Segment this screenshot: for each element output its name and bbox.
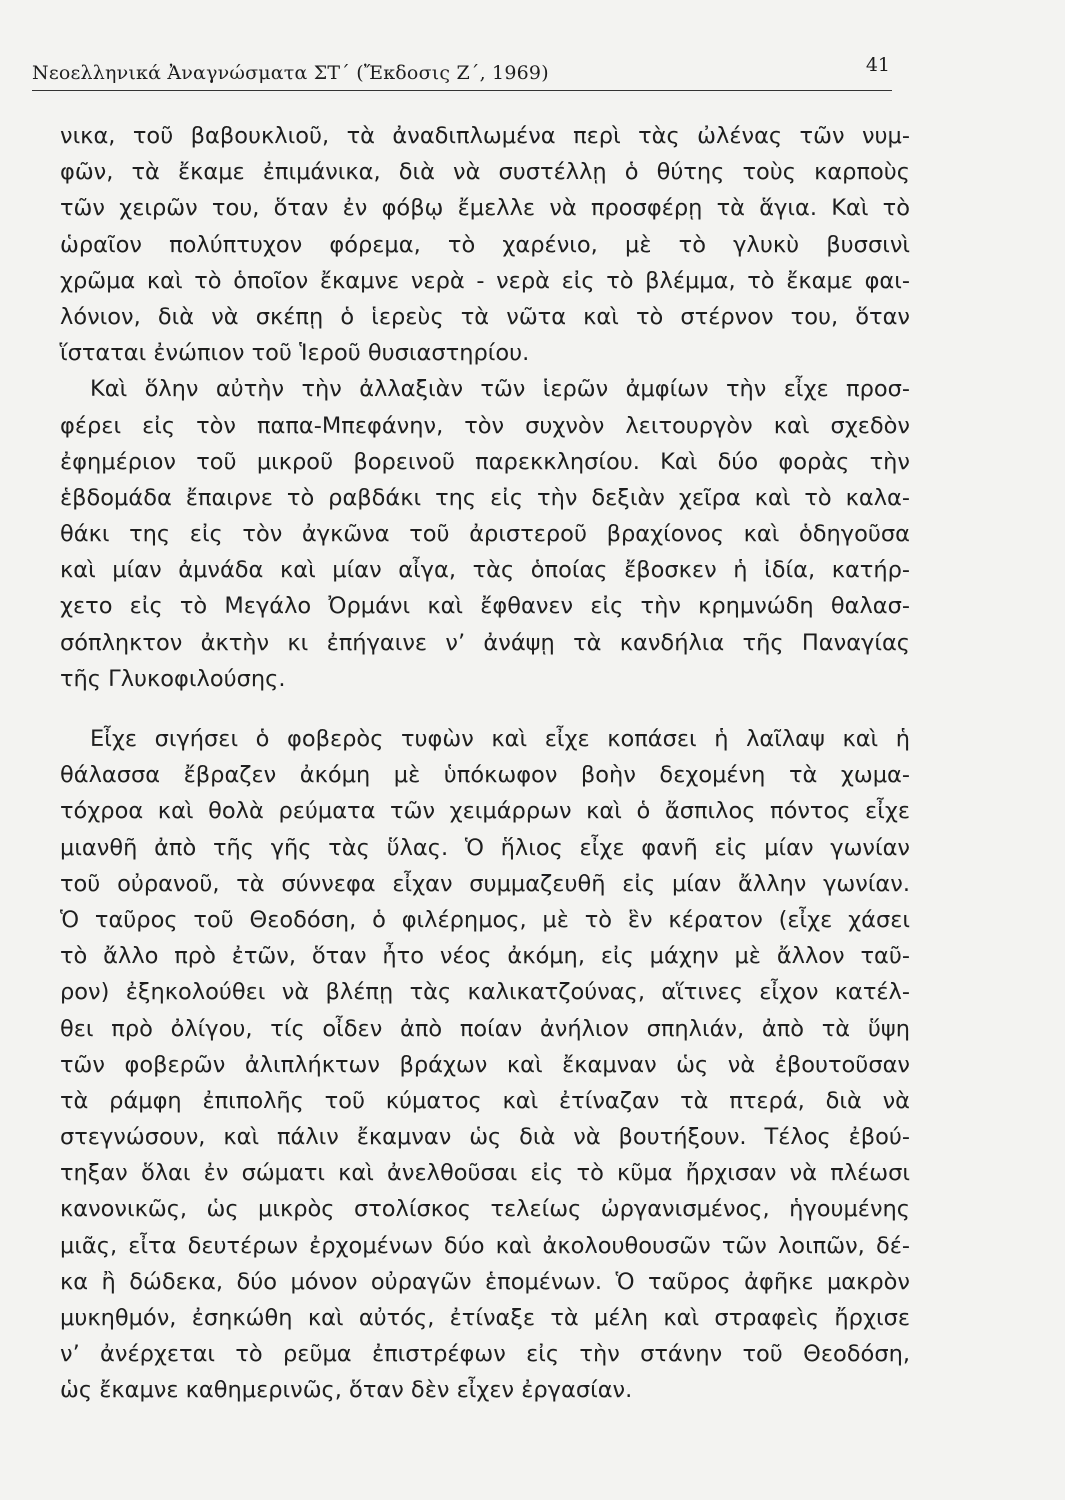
running-title: Νεοελληνικά Ἀναγνώσματα ΣΤ΄ (Ἔκδοσις Ζ΄, 1969) [32, 62, 549, 84]
body-text [60, 118, 910, 1409]
text-line: στεγνώσουν, καὶ πάλιν ἔκαμναν ὡς διὰ νὰ βουτήξουν. Τέλος ἐβού- [60, 1124, 910, 1151]
text-line: τὸ ἄλλο πρὸ ἐτῶν, ὅταν ἦτο νέος ἀκόμη, εἰς μάχην μὲ ἄλλον ταῦ- [60, 943, 910, 970]
text-line: φέρει εἰς τὸν παπα-Μπεφάνην, τὸν συχνὸν λειτουργὸν καὶ σχεδὸν [60, 412, 910, 439]
text-line: τῶν χειρῶν του, ὅταν ἐν φόβῳ ἔμελλε νὰ προσφέρῃ τὰ ἅγια. Καὶ τὸ [60, 195, 910, 222]
text-line: σόπληκτον ἀκτὴν κι ἐπήγαινε ν’ ἀνάψῃ τὰ κανδήλια τῆς Παναγίας [60, 629, 910, 656]
paragraph [60, 371, 910, 697]
text-line: μιᾶς, εἶτα δευτέρων ἐρχομένων δύο καὶ ἀκολουθουσῶν τῶν λοιπῶν, δέ- [60, 1232, 910, 1259]
text-line: ρον) ἐξηκολούθει νὰ βλέπῃ τὰς καλικατζούνας, αἵτινες εἶχον κατέλ- [60, 979, 910, 1006]
text-line: ἐφημέριον τοῦ μικροῦ βορεινοῦ παρεκκλησίου. Καὶ δύο φορὰς τὴν [60, 448, 910, 475]
text-line: ἑβδομάδα ἔπαιρνε τὸ ραβδάκι της εἰς τὴν δεξιὰν χεῖρα καὶ τὸ καλα- [60, 484, 910, 511]
paragraph-gap [60, 697, 910, 721]
text-line: φῶν, τὰ ἔκαμε ἐπιμάνικα, διὰ νὰ συστέλλῃ ὁ θύτης τοὺς καρποὺς [60, 159, 910, 186]
text-line: Εἶχε σιγήσει ὁ φοβερὸς τυφὼν καὶ εἶχε κοπάσει ἡ λαῖλαψ καὶ ἡ [90, 726, 910, 752]
text-line: θάκι της εἰς τὸν ἀγκῶνα τοῦ ἀριστεροῦ βραχίονος καὶ ὁδηγοῦσα [60, 521, 910, 548]
text-line: μιανθῆ ἀπὸ τῆς γῆς τὰς ὕλας. Ὁ ἥλιος εἶχε φανῆ εἰς μίαν γωνίαν [60, 834, 910, 861]
running-header [32, 54, 892, 91]
text-line: Ὁ ταῦρος τοῦ Θεοδόση, ὁ φιλέρημος, μὲ τὸ ἓν κέρατον (εἶχε χάσει [60, 906, 910, 933]
page-number: 41 [865, 54, 890, 76]
text-line: λόνιον, διὰ νὰ σκέπῃ ὁ ἱερεὺς τὰ νῶτα καὶ τὸ στέρνον του, ὅταν [60, 303, 910, 330]
paragraph [60, 118, 910, 371]
text-line: χρῶμα καὶ τὸ ὁποῖον ἔκαμνε νερὰ - νερὰ εἰς τὸ βλέμμα, τὸ ἔκαμε φαι- [60, 267, 910, 294]
text-line: ὡς ἔκαμνε καθημερινῶς, ὅταν δὲν εἶχεν ἐργασίαν. [60, 1377, 633, 1404]
text-line: καὶ μίαν ἀμνάδα καὶ μίαν αἶγα, τὰς ὁποίας ἔβοσκεν ἡ ἰδία, κατήρ- [60, 557, 910, 584]
text-line: κα ἢ δώδεκα, δύο μόνον οὐραγῶν ἑπομένων. Ὁ ταῦρος ἀφῆκε μακρὸν [60, 1268, 910, 1295]
text-line: μυκηθμόν, ἐσηκώθη καὶ αὐτός, ἐτίναξε τὰ μέλη καὶ στραφεὶς ἤρχισε [60, 1305, 910, 1331]
text-line: τῶν φοβερῶν ἀλιπλήκτων βράχων καὶ ἔκαμναν ὡς νὰ ἐβουτοῦσαν [60, 1051, 910, 1078]
text-line: θει πρὸ ὀλίγου, τίς οἶδεν ἀπὸ ποίαν ἀνήλιον σπηλιάν, ἀπὸ τὰ ὕψη [60, 1015, 910, 1042]
text-line: τόχροα καὶ θολὰ ρεύματα τῶν χειμάρρων καὶ ὁ ἄσπιλος πόντος εἶχε [60, 798, 910, 825]
text-line: Καὶ ὅλην αὐτὴν τὴν ἀλλαξιὰν τῶν ἱερῶν ἀμφίων τὴν εἶχε προσ- [90, 376, 910, 403]
text-line: τοῦ οὐρανοῦ, τὰ σύννεφα εἶχαν συμμαζευθῆ εἰς μίαν ἄλλην γωνίαν. [60, 870, 910, 897]
text-line: ὡραῖον πολύπτυχον φόρεμα, τὸ χαρένιο, μὲ τὸ γλυκὺ βυσσινὶ [60, 231, 910, 258]
text-line: ν’ ἀνέρχεται τὸ ρεῦμα ἐπιστρέφων εἰς τὴν στάνην τοῦ Θεοδόση, [60, 1341, 910, 1368]
text-line: θάλασσα ἔβραζεν ἀκόμη μὲ ὑπόκωφον βοὴν δεχομένη τὰ χωμα- [60, 762, 910, 789]
text-line: τὰ ράμφη ἐπιπολῆς τοῦ κύματος καὶ ἐτίναζαν τὰ πτερά, διὰ νὰ [60, 1087, 910, 1114]
paragraph [60, 721, 910, 1409]
text-line: ἵσταται ἐνώπιον τοῦ Ἱεροῦ θυσιαστηρίου. [60, 340, 530, 367]
text-line: τηξαν ὅλαι ἐν σώματι καὶ ἀνελθοῦσαι εἰς τὸ κῦμα ἤρχισαν νὰ πλέωσι [60, 1160, 910, 1187]
text-line: νικα, τοῦ βαβουκλιοῦ, τὰ ἀναδιπλωμένα περὶ τὰς ὠλένας τῶν νυμ- [60, 123, 910, 149]
text-line: κανονικῶς, ὡς μικρὸς στολίσκος τελείως ὠργανισμένος, ἡγουμένης [60, 1196, 910, 1223]
text-line: χετο εἰς τὸ Μεγάλο Ὀρμάνι καὶ ἔφθανεν εἰς τὴν κρημνώδη θαλασ- [60, 593, 910, 620]
text-line: τῆς Γλυκοφιλούσης. [60, 665, 286, 692]
